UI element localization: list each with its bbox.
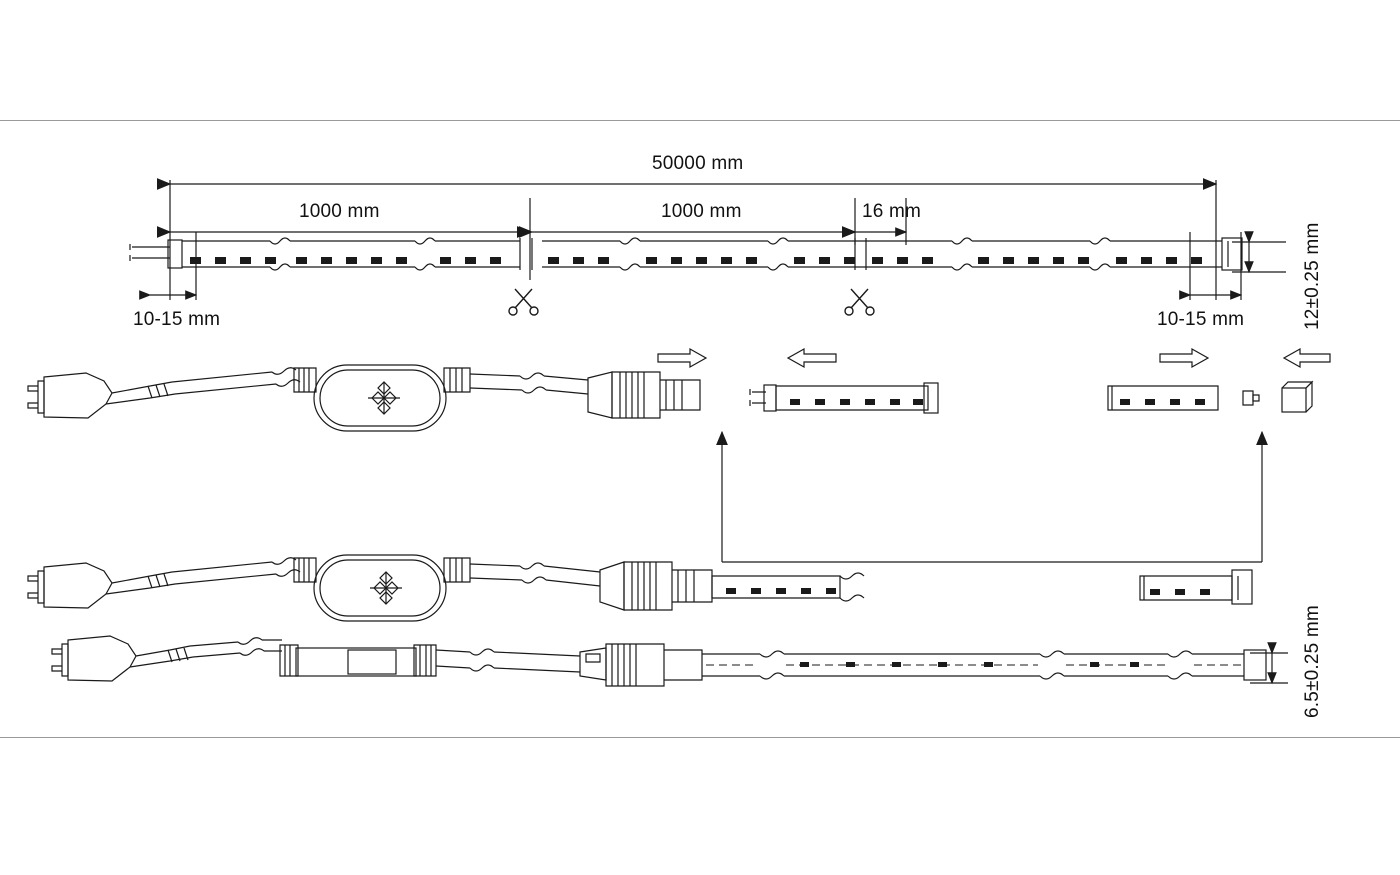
dimension-strip-width: 12±0.25 mm xyxy=(1302,222,1323,330)
dimension-led-pitch: 16 mm xyxy=(862,201,922,222)
sheet-divider-top xyxy=(0,120,1400,121)
led-chips-row4 xyxy=(800,662,1139,667)
dimension-lead-right: 10-15 mm xyxy=(1157,309,1245,330)
dimension-segment-1: 1000 mm xyxy=(299,201,380,222)
arrow-right-icon-1 xyxy=(658,349,706,367)
led-strip-dimensioned xyxy=(130,238,1242,270)
scissors-icon-left xyxy=(509,289,538,315)
assembly-row-2 xyxy=(28,365,1312,431)
scissors-icon-right xyxy=(845,289,874,315)
dimension-lead-left: 10-15 mm xyxy=(133,309,221,330)
arrow-right-icon-2 xyxy=(1160,349,1208,367)
dimension-segment-2: 1000 mm xyxy=(661,201,742,222)
led-chips-row3 xyxy=(726,588,1210,595)
assembly-row-3 xyxy=(28,555,1252,621)
arrow-left-icon-1 xyxy=(788,349,836,367)
dimension-total-length: 50000 mm xyxy=(652,153,744,174)
arrow-left-icon-2 xyxy=(1284,349,1330,367)
flow-bracket xyxy=(722,432,1262,562)
led-chips-row1 xyxy=(190,257,1202,264)
driver-symbol xyxy=(368,382,400,414)
led-chips-row2 xyxy=(790,399,1205,405)
sheet-divider-bottom xyxy=(0,737,1400,738)
dimension-lines-group xyxy=(150,180,1288,683)
dimension-strip-height: 6.5±0.25 mm xyxy=(1302,605,1323,718)
assembly-row-4 xyxy=(52,636,1266,686)
